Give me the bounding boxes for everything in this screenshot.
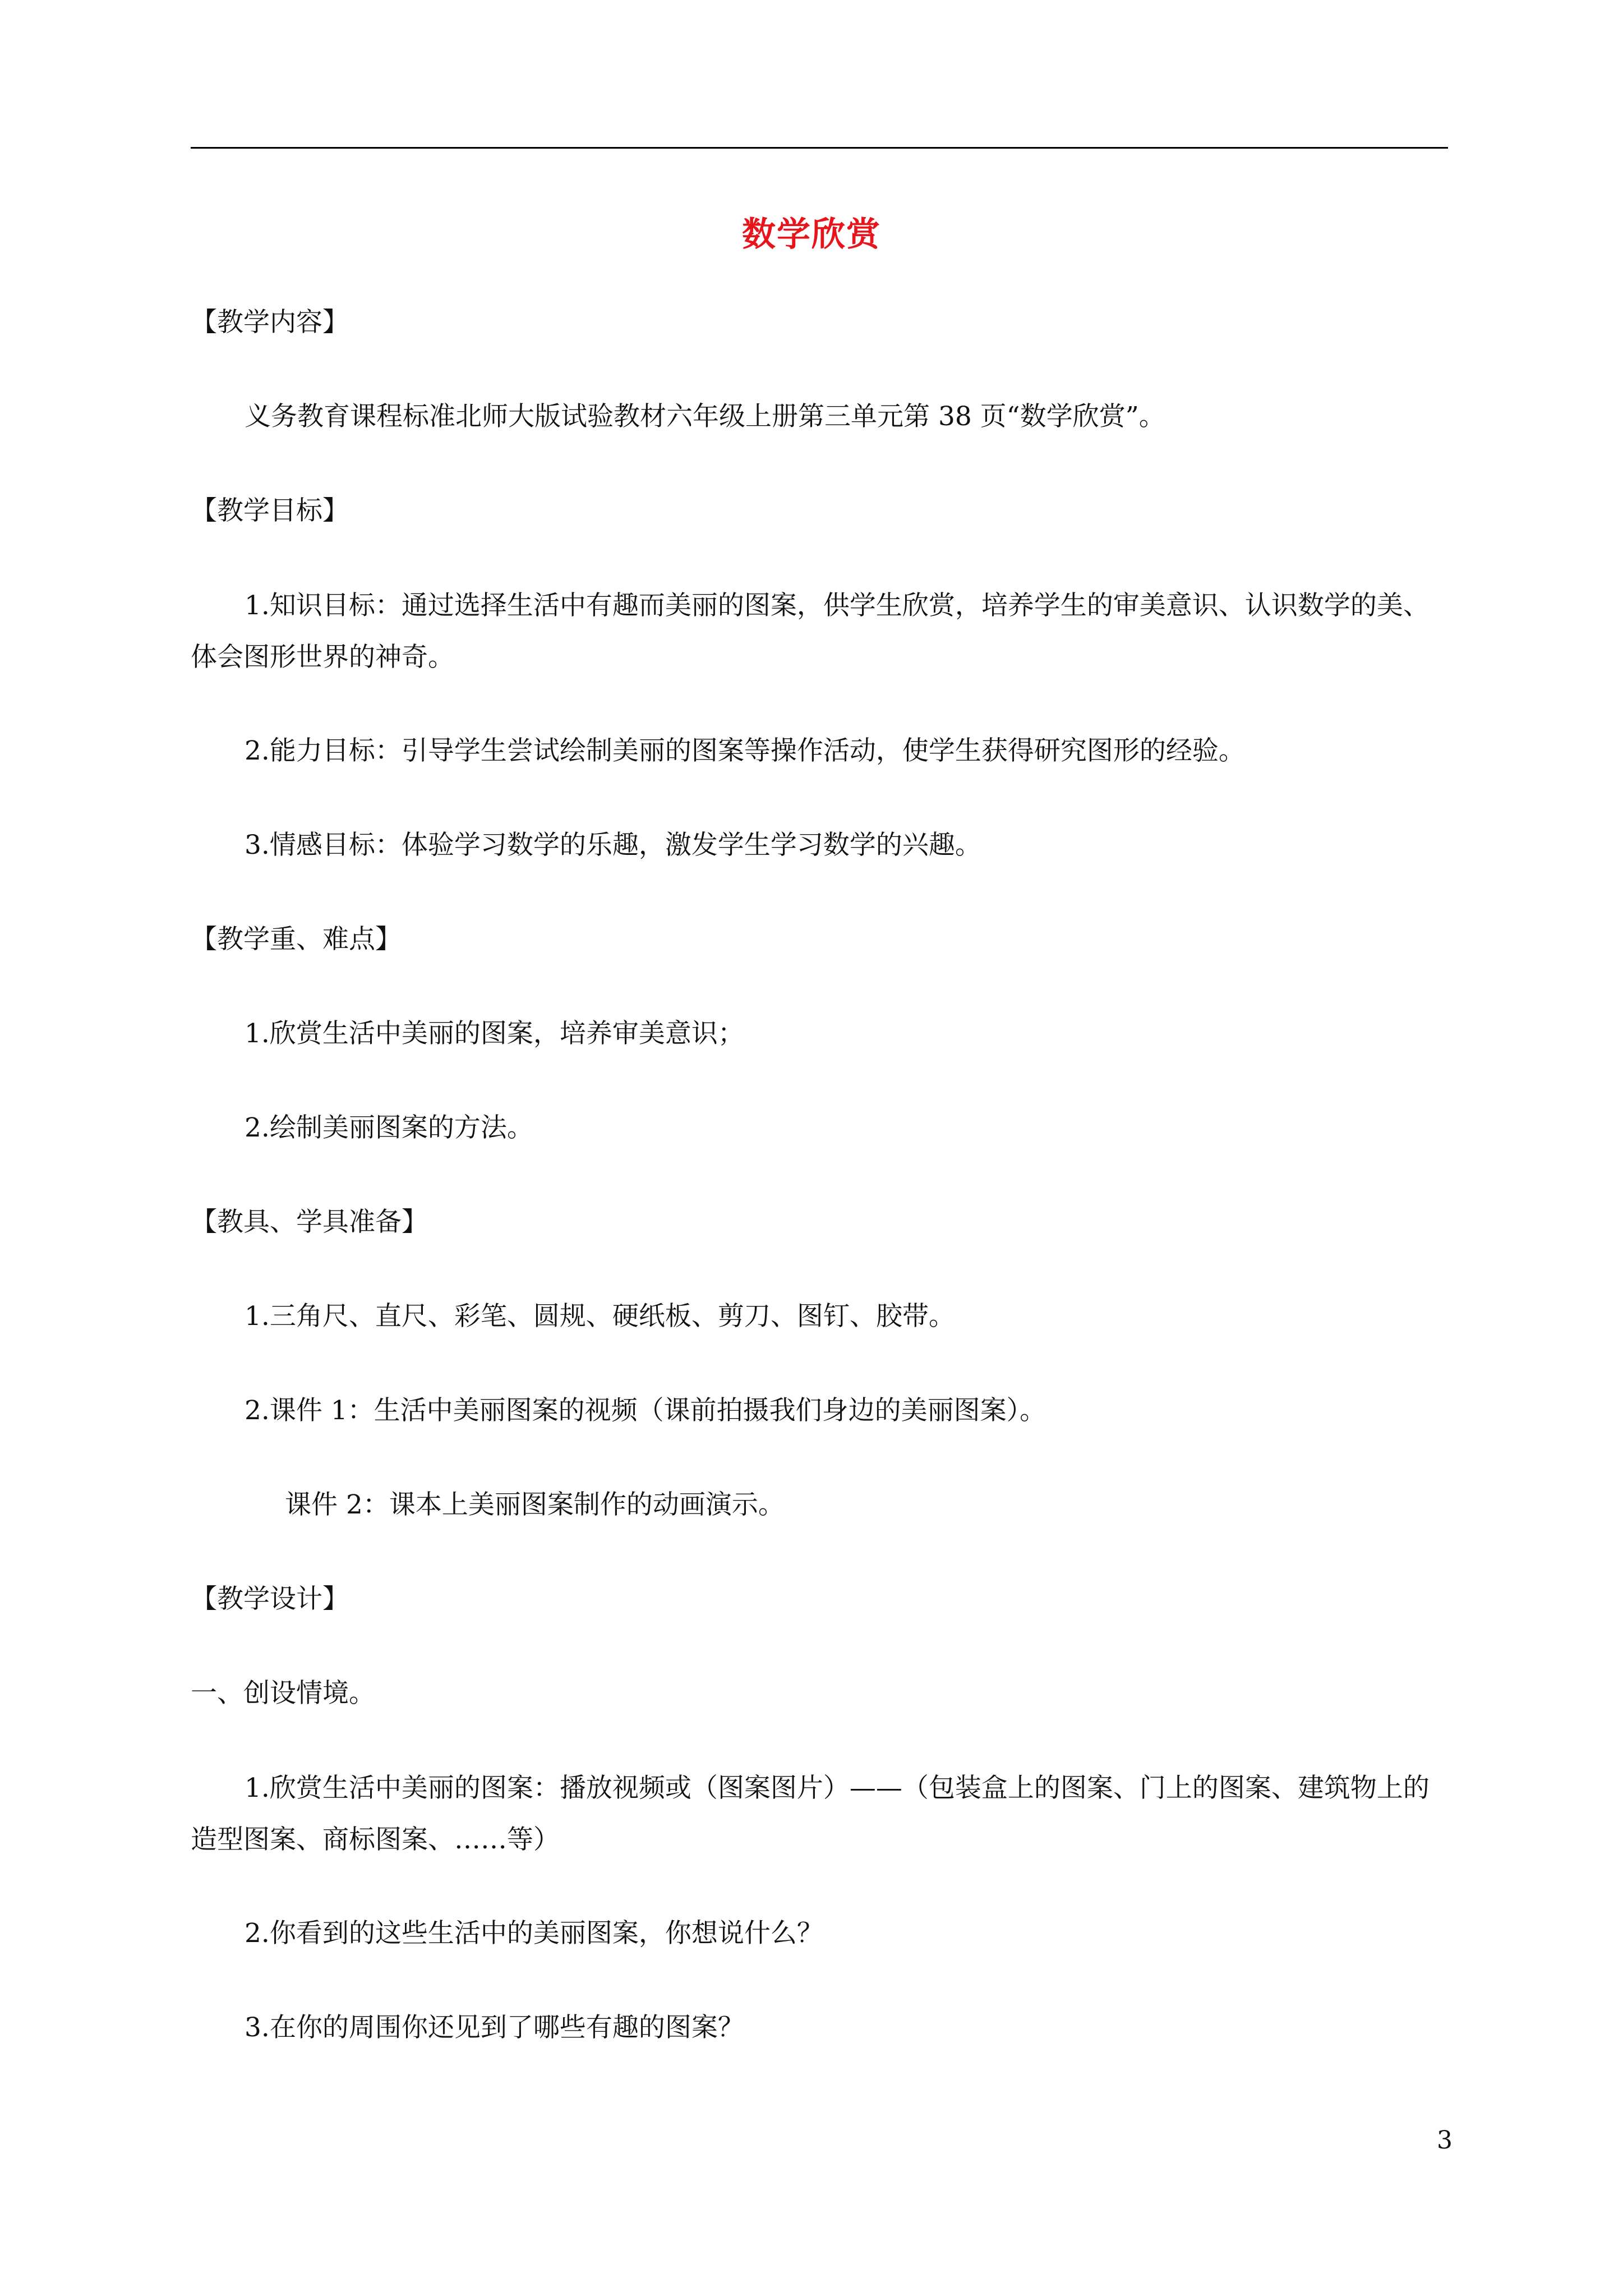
objective-2: 2.能力目标：引导学生尝试绘制美丽的图案等操作活动，使学生获得研究图形的经验。 (245, 735, 1245, 766)
design-step-heading: 一、创设情境。 (191, 1678, 375, 1709)
section-heading-design: 【教学设计】 (191, 1584, 349, 1614)
page-title: 数学欣赏 (742, 215, 881, 254)
material-2: 2.课件 1：生活中美丽图案的视频（课前拍摄我们身边的美丽图案）。 (245, 1395, 1046, 1426)
key-point-1: 1.欣赏生活中美丽的图案，培养审美意识； (245, 1018, 744, 1049)
section-heading-key-points: 【教学重、难点】 (191, 924, 402, 955)
header-rule (191, 147, 1448, 149)
content-paragraph: 义务教育课程标准北师大版试验教材六年级上册第三单元第 38 页“数学欣赏”。 (245, 401, 1165, 432)
objective-3: 3.情感目标：体验学习数学的乐趣，激发学生学习数学的兴趣。 (245, 830, 981, 861)
page-number: 3 (1437, 2126, 1453, 2155)
objective-1: 1.知识目标：通过选择生活中有趣而美丽的图案，供学生欣赏，培养学生的审美意识、认识数学的美、体会图形世界的神奇。 (191, 590, 1430, 673)
material-1: 1.三角尺、直尺、彩笔、圆规、硬纸板、剪刀、图钉、胶带。 (245, 1301, 955, 1332)
material-2-courseware: 课件 2：课本上美丽图案制作的动画演示。 (285, 1489, 785, 1520)
key-point-2: 2.绘制美丽图案的方法。 (245, 1112, 533, 1143)
design-item-3: 3.在你的周围你还见到了哪些有趣的图案？ (245, 2012, 744, 2043)
section-heading-objectives: 【教学目标】 (191, 495, 349, 526)
design-item-1: 1.欣赏生活中美丽的图案：播放视频或（图案图片）——（包装盒上的图案、门上的图案、建筑物上的造型图案、商标图案、……等） (191, 1773, 1430, 1855)
design-item-2: 2.你看到的这些生活中的美丽图案，你想说什么？ (245, 1918, 823, 1949)
section-heading-materials: 【教具、学具准备】 (191, 1207, 428, 1237)
section-heading-content: 【教学内容】 (191, 307, 349, 338)
